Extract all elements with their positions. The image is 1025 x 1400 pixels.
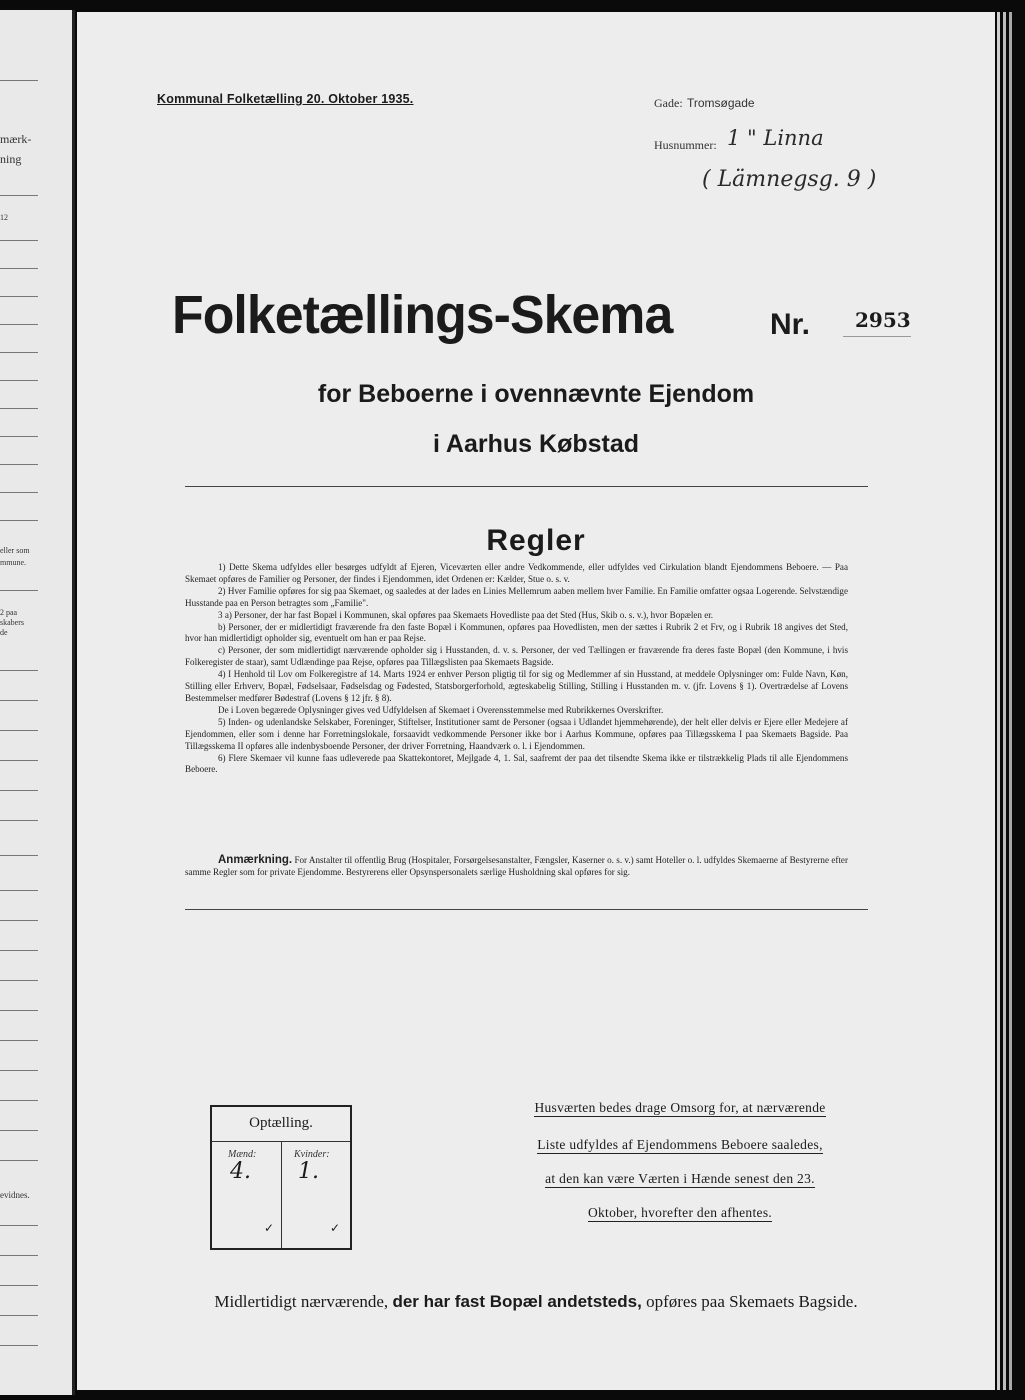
rule-item: 5) Inden- og udenlandske Selskaber, Foreninger, Stiftelser, Institutioner samt de Personer (ogsaa i Udlandet hjemmehørende), der helt eller delvis er Ejere eller Medejere af Ejendommen, eller som i denne har Forretningslokale, forsaavidt vedkommende Personer ikke bor i Aarhus Kommune, opføres paa Tillægsskema I paa Skemaets Bagside. Paa Tillægsskema II opføres alle indenbysboende Personer, der driver Forretning, Haandværk o. l. i Ejendommen. (185, 716, 848, 751)
rule-item: 3 a) Personer, der har fast Bopæl i Kommunen, skal opføres paa Skemaets Hovedliste paa det Sted (Hus, Skib o. s. v.), hvor Bopælen er. (218, 609, 714, 620)
census-form-page (77, 12, 995, 1390)
notice-text: Liste udfyldes af Ejendommens Beboere saaledes, (537, 1137, 823, 1152)
rule-item: 4) I Henhold til Lov om Folkeregistre af 14. Marts 1924 er enhver Person pligtig til for sig og Medlemmer af sin Husstand, at meddele Oplysninger om: Fulde Navn, Køn, Stilling eller Erhverv, Bopæl, Fødselsaar, Fødselsdag og Fødested, Statsborgerforhold, ægteskabelig Stilling, Stilling i Husstanden m. v. (jfr. Lovens § 1). Overtrædelse af Lovens Bestemmelser medfører Bødestraf (Lovens § 12 jfr. § 8). (185, 669, 848, 703)
left-rule (0, 408, 38, 409)
number-underline (843, 336, 911, 337)
rules-text (185, 562, 848, 776)
left-rule (0, 464, 38, 465)
footer-note (77, 1292, 995, 1312)
notice-text: at den kan være Værten i Hænde senest den 23. (545, 1171, 815, 1186)
rule-item: b) Personer, der er midlertidigt fraværende fra den faste Bopæl i Kommunen, opføres paa Hovedlisten, men der sættes i Rubrik 2 et Frv, og i Rubrik 18 angives det Sted, hvor han midlertidigt opholder sig, eventuelt om han er paa Rejse. (185, 621, 848, 644)
left-rule (0, 855, 38, 856)
left-fragment: 2 paa (0, 608, 18, 617)
rule-item: c) Personer, der som midlertidigt nærværende opholder sig i Husstanden, d. v. s. Personer, der ved Tællingen er fraværende fra deres faste Bopæl (den Kommune, i hvis Folkeregister de staar), samt Udlændinge paa Rejse, opføres paa Tillægslisten paa Skemaets Bagside. (185, 645, 848, 668)
left-fragment: 12 (0, 213, 8, 222)
landlord-notice-line (513, 1205, 847, 1221)
count-box-title: Optælling. (249, 1115, 313, 1131)
landlord-notice-line (513, 1100, 847, 1116)
left-rule (0, 760, 38, 761)
street-value: Tromsøgade (687, 96, 755, 110)
men-label: Mænd: (228, 1149, 257, 1160)
footer-part: Midlertidigt nærværende, (214, 1292, 389, 1311)
men-count: 4. (230, 1159, 251, 1184)
left-rule (0, 590, 38, 591)
check-mark-icon: ✓ (264, 1221, 275, 1235)
women-label: Kvinder: (294, 1149, 330, 1160)
left-page-edge (0, 10, 75, 1395)
page-stack-edge (1009, 12, 1012, 1390)
left-rule (0, 380, 38, 381)
form-number: 2953 (855, 308, 911, 332)
left-rule (0, 492, 38, 493)
left-rule (0, 324, 38, 325)
remark-text: For Anstalter til offentlig Brug (Hospitaler, Forsørgelsesanstalter, Fængsler, Kaserner o. s. v.) samt Hoteller o. l. udfyldes Skemaerne af Bestyrerne efter samme Regler som for private Ejendomme. Bestyrerens eller Opsynspersonalets særlige Husholdning skal opføres for sig. (185, 855, 848, 877)
count-box-divider (281, 1142, 282, 1248)
remark-label: Anmærkning. (218, 854, 293, 866)
rule-item: 6) Flere Skemaer vil kunne faas udleverede paa Skattekontoret, Mejlgade 4, 1. Sal, saafremt der paa det tilsendte Skema ikke er tilstrækkelig Plads til alle Ejendommens Beboere. (185, 752, 848, 775)
left-rule (0, 520, 38, 521)
left-rule (0, 1255, 38, 1256)
left-rule (0, 790, 38, 791)
house-number-value: 1 " Linna (727, 126, 824, 150)
left-rule (0, 920, 38, 921)
left-rule (0, 1070, 38, 1071)
left-rule (0, 1010, 38, 1011)
left-rule (0, 980, 38, 981)
landlord-notice-line (513, 1137, 847, 1153)
left-fragment: skabers (0, 618, 24, 627)
left-rule (0, 1345, 38, 1346)
house-number-note: ( Lämnegsg. 9 ) (702, 167, 877, 192)
landlord-notice-line (513, 1171, 847, 1187)
footer-part-bold: der har fast Bopæl andetsteds, (392, 1292, 642, 1311)
left-rule (0, 240, 38, 241)
left-rule (0, 436, 38, 437)
form-subtitle: for Beboerne i ovennævnte Ejendom (317, 380, 755, 408)
notice-text: Husværten bedes drage Omsorg for, at nærværende (534, 1100, 826, 1115)
left-rule (0, 268, 38, 269)
left-rule (0, 950, 38, 951)
left-rule (0, 1285, 38, 1286)
left-rule (0, 700, 38, 701)
left-fragment: mmune. (0, 558, 26, 567)
form-subtitle-town: i Aarhus Købstad (432, 430, 640, 458)
left-rule (0, 1040, 38, 1041)
left-rule (0, 890, 38, 891)
left-rule (0, 1130, 38, 1131)
left-fragment: evidnes. (0, 1190, 30, 1200)
left-rule (0, 1160, 38, 1161)
rule-item: 2) Hver Familie opføres for sig paa Skemaet, og saaledes at der lades en Linies Mellemrum aaben mellem hver Familie. En Familie omfatter ogsaa Logerende. Selvstændige Husstande paa en Person betragtes som „Familie". (185, 585, 848, 608)
left-rule (0, 820, 38, 821)
left-rule (0, 730, 38, 731)
page-stack-edge (1003, 12, 1006, 1390)
left-fragment: ning (0, 152, 22, 166)
footer-part: opføres paa Skemaets Bagside. (646, 1292, 858, 1311)
left-rule (0, 195, 38, 196)
women-count: 1. (298, 1159, 319, 1184)
left-rule (0, 670, 38, 671)
number-label: Nr. (770, 308, 811, 341)
notice-text: Oktober, hvorefter den afhentes. (587, 1205, 773, 1220)
census-header: Kommunal Folketælling 20. Oktober 1935. (157, 92, 414, 106)
check-mark-icon: ✓ (330, 1221, 341, 1235)
left-rule (0, 352, 38, 353)
count-box (210, 1105, 352, 1250)
left-fragment: de (0, 628, 8, 637)
remark (185, 855, 848, 879)
left-rule (0, 296, 38, 297)
rule-item: 1) Dette Skema udfyldes eller besørges udfyldt af Ejeren, Viceværten eller andre Vedkommende, eller udfyldes ved Cirkulation blandt Ejendommens Beboere. — Paa Skemaet opføres de Familier og Personer, der findes i Ejendommen, idet Ordenen er: Kælder, Stue o. s. v. (185, 562, 848, 584)
divider (185, 486, 868, 487)
left-rule (0, 1225, 38, 1226)
rules-heading: Regler (486, 524, 586, 557)
divider (185, 909, 868, 910)
form-title: Folketællings-Skema (172, 285, 673, 345)
street-label: Gade: (654, 96, 683, 110)
left-fragment: mærk- (0, 132, 32, 146)
left-rule (0, 80, 38, 81)
rule-item: De i Loven begærede Oplysninger gives ved Udfyldelsen af Skemaet i Overensstemmelse med Rubrikkernes Overskrifter. (218, 704, 664, 715)
left-fragment: eller som (0, 546, 30, 555)
left-rule (0, 1100, 38, 1101)
house-number-label: Husnummer: (654, 138, 717, 152)
page-stack-edge (997, 12, 1000, 1390)
left-rule (0, 1315, 38, 1316)
